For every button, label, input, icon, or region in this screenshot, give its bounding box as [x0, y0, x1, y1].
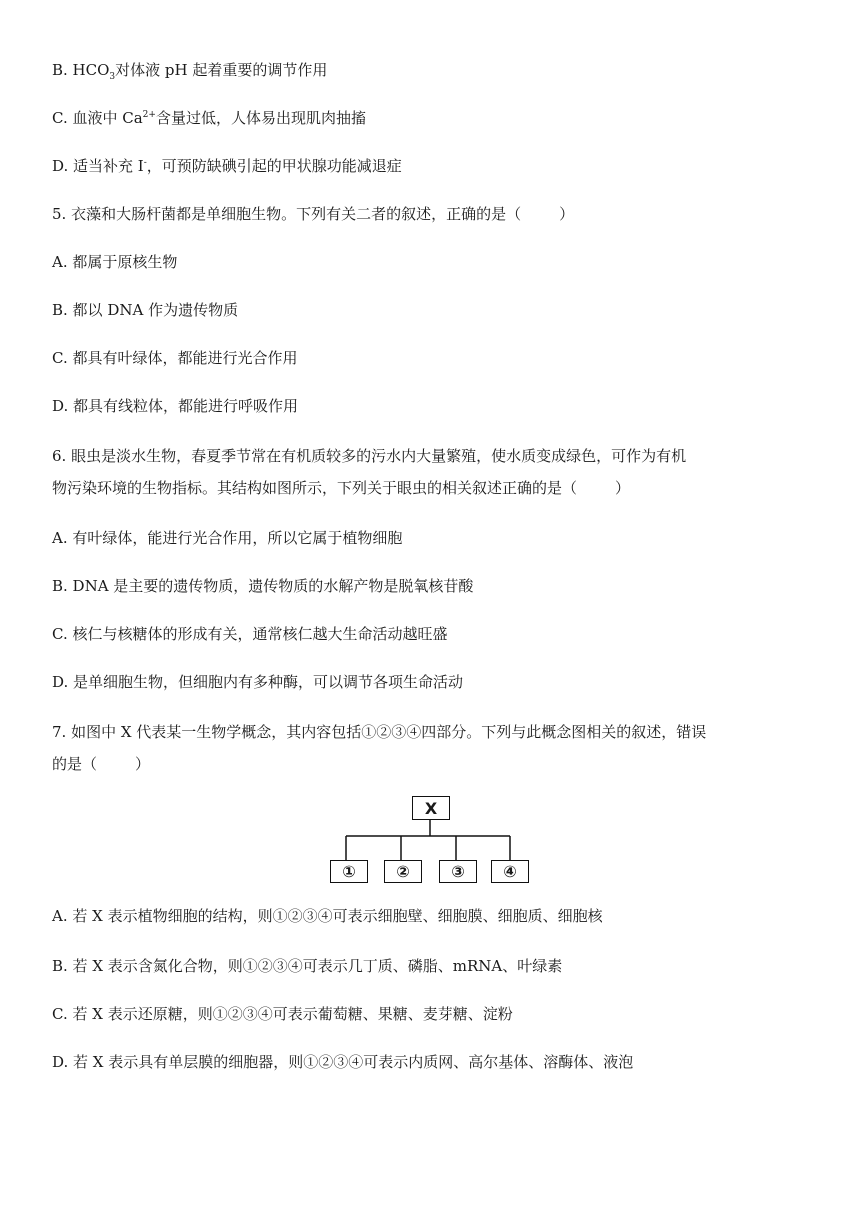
q4-option-b-text: 对体液 pH 起着重要的调节作用: [115, 61, 328, 79]
q4-option-b-subscript: 3: [109, 72, 116, 82]
concept-child-4-box: ④: [491, 860, 529, 883]
q5-option-c: C. 都具有叶绿体，都能进行光合作用: [52, 349, 298, 367]
q5-stem-close: ）: [559, 205, 575, 223]
q6-option-a: A. 有叶绿体，能进行光合作用，所以它属于植物细胞: [52, 529, 403, 547]
q5-option-a: A. 都属于原核生物: [52, 253, 178, 271]
q7-stem-close: ）: [135, 755, 151, 773]
q4-option-c-prefix: C. 血液中 Ca: [52, 109, 143, 127]
concept-root-box: X: [412, 796, 450, 820]
q6-option-d: D. 是单细胞生物，但细胞内有多种酶，可以调节各项生命活动: [52, 673, 464, 691]
q4-option-c-superscript: 2+: [142, 110, 156, 120]
concept-child-2-box: ②: [384, 860, 422, 883]
q6-option-c: C. 核仁与核糖体的形成有关，通常核仁越大生命活动越旺盛: [52, 625, 448, 643]
q4-option-d-superscript: -: [143, 158, 147, 168]
q6-stem-text: 物污染环境的生物指标。其结构如图所示，下列关于眼虫的相关叙述正确的是（: [52, 479, 578, 497]
q4-option-b: [52, 60, 820, 80]
concept-child-3-box: ③: [439, 860, 477, 883]
concept-child-1-box: ①: [330, 860, 368, 883]
q5-option-d: D. 都具有线粒体，都能进行呼吸作用: [52, 397, 299, 415]
q5-option-b: B. 都以 DNA 作为遗传物质: [52, 301, 239, 319]
q7-option-c: C. 若 X 表示还原糖，则①②③④可表示葡萄糖、果糖、麦芽糖、淀粉: [52, 1005, 513, 1023]
q4-option-b-prefix: B. HCO: [52, 61, 110, 79]
q4-option-c: [52, 108, 820, 128]
q4-option-c-text: 含量过低，人体易出现肌肉抽搐: [155, 109, 366, 127]
q4-option-d-prefix: D. 适当补充 I: [52, 157, 144, 175]
q7-stem-text: 的是（: [52, 755, 98, 773]
q7-option-a: A. 若 X 表示植物细胞的结构，则①②③④可表示细胞壁、细胞膜、细胞质、细胞核: [52, 907, 603, 925]
concept-diagram: [330, 796, 530, 886]
q4-option-d-text: ，可预防缺碘引起的甲状腺功能减退症: [146, 157, 402, 175]
q7-option-d: D. 若 X 表示具有单层膜的细胞器，则①②③④可表示内质网、高尔基体、溶酶体、液泡: [52, 1053, 634, 1071]
q4-option-d: [52, 156, 820, 176]
q7-stem-line2: [52, 754, 820, 774]
q6-stem-line1: 6. 眼虫是淡水生物，春夏季节常在有机质较多的污水内大量繁殖，使水质变成绿色，可作为有机: [52, 447, 687, 465]
q6-stem-close: ）: [615, 479, 631, 497]
q5-stem-text: 5. 衣藻和大肠杆菌都是单细胞生物。下列有关二者的叙述，正确的是（: [52, 205, 522, 223]
q6-option-b: B. DNA 是主要的遗传物质，遗传物质的水解产物是脱氧核苷酸: [52, 577, 474, 595]
q7-option-b: B. 若 X 表示含氮化合物，则①②③④可表示几丁质、磷脂、mRNA、叶绿素: [52, 957, 563, 975]
q7-stem-line1: 7. 如图中 X 代表某一生物学概念，其内容包括①②③④四部分。下列与此概念图相关的叙述，错误: [52, 723, 707, 741]
q5-stem: [52, 204, 820, 224]
q6-stem-line2: [52, 478, 820, 498]
